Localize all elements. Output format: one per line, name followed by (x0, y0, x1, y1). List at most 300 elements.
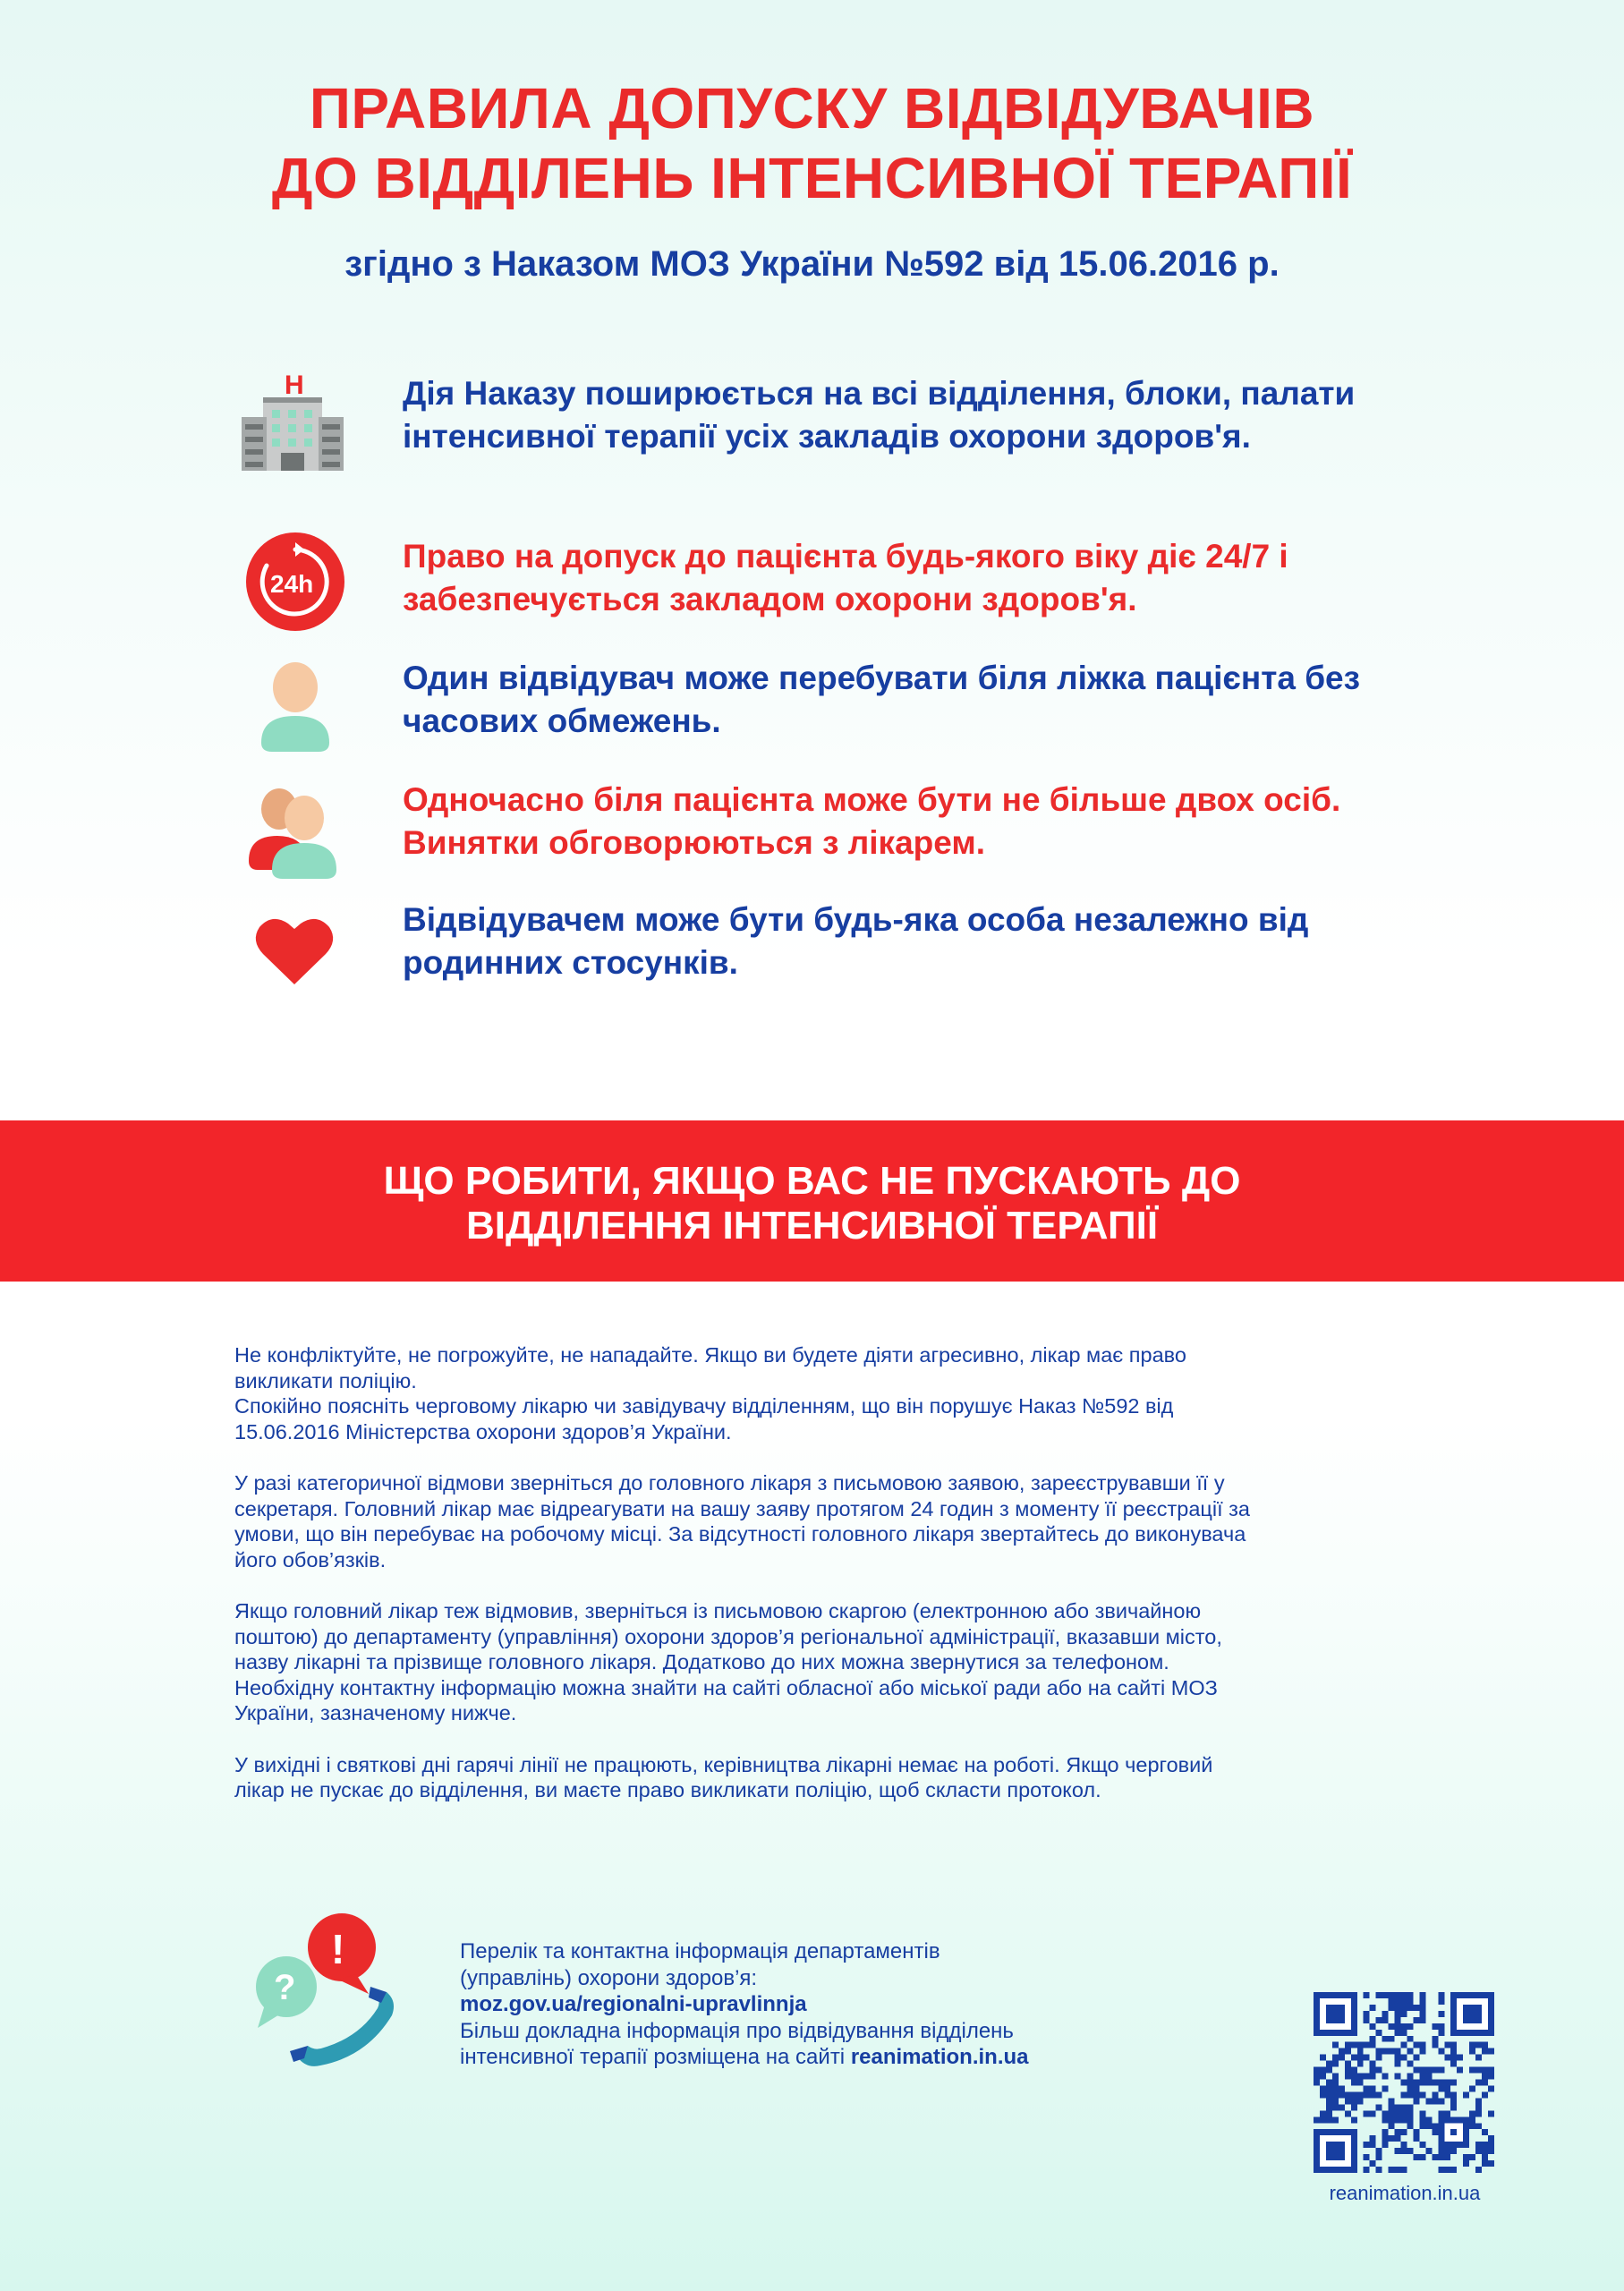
qr-module (1376, 2154, 1382, 2160)
rule-line: Один відвідувач може перебувати біля ліжка пацієнта без (403, 660, 1361, 696)
qr-module (1419, 2080, 1425, 2086)
qr-module (1382, 2017, 1389, 2023)
qr-module (1425, 2123, 1432, 2129)
qr-module (1419, 2091, 1425, 2098)
qr-module (1339, 2055, 1345, 2061)
qr-module (1332, 2085, 1339, 2091)
qr-module (1407, 2148, 1413, 2154)
paragraph-line: Спокійно поясніть черговому лікарю чи завідувачу відділенням, що він порушує Наказ №592 від (234, 1394, 1174, 1418)
qr-module (1482, 2142, 1488, 2148)
qr-module (1320, 2055, 1326, 2061)
qr-module (1395, 2135, 1401, 2142)
qr-module (1332, 2116, 1339, 2123)
rule-line: часових обмежень. (403, 703, 721, 739)
qr-module (1401, 2055, 1407, 2061)
qr-module (1339, 2104, 1345, 2110)
qr-module (1370, 2091, 1376, 2098)
rule-text-24-7 (403, 535, 1476, 621)
qr-module (1364, 2142, 1370, 2148)
qr-module (1444, 2148, 1450, 2154)
qr-module (1488, 2160, 1494, 2167)
qr-module (1482, 2154, 1488, 2160)
moz-link[interactable]: moz.gov.ua/regionalni-upravlinnja (460, 1992, 807, 2016)
qr-module (1389, 1992, 1395, 1998)
qr-module (1326, 2005, 1345, 2023)
qr-module (1326, 2098, 1332, 2104)
qr-module (1401, 2104, 1407, 2110)
qr-module (1395, 2055, 1401, 2061)
qr-module (1475, 2123, 1482, 2129)
qr-module (1482, 2091, 1488, 2098)
qr-module (1475, 2098, 1482, 2104)
qr-module (1413, 2080, 1419, 2086)
qr-module (1438, 2011, 1444, 2017)
qr-module (1413, 2017, 1419, 2023)
qr-module (1469, 2042, 1475, 2048)
paragraph-line: поштою) до департаменту (управління) охорони здоров’я регіональної адміністрації, вказавши місто, (234, 1624, 1222, 1648)
paragraph (234, 1752, 1469, 1803)
qr-module (1457, 2067, 1463, 2074)
qr-module (1488, 2067, 1494, 2074)
qr-module (1345, 2098, 1351, 2104)
contact-info (460, 1938, 1194, 2071)
qr-module (1351, 2091, 1357, 2098)
qr-module (1395, 2030, 1401, 2036)
qr-module (1382, 1992, 1389, 1998)
qr-module (1419, 2067, 1425, 2074)
qr-module (1326, 2116, 1332, 2123)
qr-module (1376, 2148, 1382, 2154)
qr-module (1326, 2080, 1332, 2086)
qr-module (1382, 2011, 1389, 2017)
qr-module (1370, 2160, 1376, 2167)
qr-module (1475, 2080, 1482, 2086)
qr-module (1450, 2048, 1457, 2055)
rule-line: Одночасно біля пацієнта може бути не більше двох осіб. (403, 781, 1341, 818)
qr-module (1382, 2110, 1389, 2116)
qr-module (1469, 2085, 1475, 2091)
qr-module (1395, 1998, 1401, 2005)
rule-item-any-person (0, 891, 1624, 999)
two-people-icon (236, 771, 353, 879)
paragraph-line: У разі категоричної відмови зверніться до головного лікаря з письмовою заявою, зареєструвавши її у (234, 1471, 1225, 1495)
qr-module (1395, 2011, 1401, 2017)
qr-module (1364, 2154, 1370, 2160)
qr-module (1370, 2142, 1376, 2148)
qr-module (1488, 2110, 1494, 2116)
qr-module (1320, 2074, 1326, 2080)
qr-module (1314, 2080, 1320, 2086)
qr-module (1395, 2023, 1401, 2030)
qr-module (1407, 2074, 1413, 2080)
qr-module (1438, 2110, 1444, 2116)
qr-module (1395, 2005, 1401, 2011)
qr-module (1401, 1998, 1407, 2005)
qr-module (1382, 2142, 1389, 2148)
qr-module (1376, 2017, 1382, 2023)
qr-module (1345, 2042, 1351, 2048)
paragraph (234, 1598, 1469, 1726)
qr-module (1357, 2098, 1364, 2104)
qr-module (1413, 2005, 1419, 2011)
rule-item-single-visitor (0, 650, 1624, 757)
qr-module (1376, 2030, 1382, 2036)
qr-module (1419, 2074, 1425, 2080)
qr-module (1357, 2080, 1364, 2086)
rule-item-scope (0, 365, 1624, 473)
qr-module (1450, 2055, 1457, 2061)
qr-module (1401, 2011, 1407, 2017)
qr-module (1407, 2116, 1413, 2123)
qr-module (1407, 2080, 1413, 2086)
qr-module (1413, 2055, 1419, 2061)
qr-module (1438, 2030, 1444, 2036)
paragraph-line: його обов’язків. (234, 1547, 387, 1571)
clock-label: 24h (270, 570, 314, 598)
qr-module (1395, 1992, 1401, 1998)
qr-module (1413, 2085, 1419, 2091)
paragraph-line: умови, що він перебуває на робочому місці. За відсутності головного лікаря звертайтесь до виконувача (234, 1522, 1246, 1546)
qr-module (1364, 2167, 1370, 2173)
qr-module (1370, 2005, 1376, 2011)
qr-module (1413, 2129, 1419, 2135)
qr-module (1438, 2154, 1444, 2160)
rule-item-two-visitors (0, 771, 1624, 879)
qr-module (1382, 2129, 1389, 2135)
paragraph-line: лікар не пускає до відділення, ви маєте право викликати поліцію, щоб скласти протокол. (234, 1778, 1101, 1801)
contact-line-with-link (460, 2044, 1194, 2071)
qr-module (1425, 2080, 1432, 2086)
qr-module (1488, 2085, 1494, 2091)
qr-module (1438, 2048, 1444, 2055)
qr-module (1370, 2042, 1376, 2048)
qr-module (1351, 2067, 1357, 2074)
qr-module (1407, 2061, 1413, 2067)
paragraph-line: назву лікарні та прізвище головного лікаря. Додатково до них можна звернутися за телефоном. (234, 1650, 1169, 1674)
qr-module (1364, 2011, 1370, 2017)
qr-module (1339, 2091, 1345, 2098)
qr-module (1469, 2048, 1475, 2055)
qr-module (1469, 2067, 1475, 2074)
qr-module (1376, 2048, 1382, 2055)
qr-module (1345, 2061, 1351, 2067)
qr-module (1419, 2011, 1425, 2017)
qr-module (1357, 2061, 1364, 2067)
qr-module (1345, 2110, 1351, 2116)
rule-line: родинних стосунків. (403, 944, 738, 981)
qr-module (1438, 1992, 1444, 1998)
qr-module (1357, 2042, 1364, 2048)
qr-module (1450, 2061, 1457, 2067)
qr-module (1382, 2036, 1389, 2042)
qr-module (1444, 2110, 1450, 2116)
action-banner (0, 1120, 1624, 1282)
qr-module (1401, 1992, 1407, 1998)
paragraph-line: України, зазначеному нижче. (234, 1701, 517, 1725)
qr-module (1389, 1998, 1395, 2005)
qr-module (1326, 2142, 1345, 2160)
24h-clock-icon (236, 528, 353, 635)
qr-module (1401, 2129, 1407, 2135)
qr-module (1395, 2148, 1401, 2154)
qr-module (1395, 2104, 1401, 2110)
qr-module (1482, 2042, 1488, 2048)
qr-module (1320, 2110, 1326, 2116)
qr-module (1425, 2067, 1432, 2074)
banner-line-1: ЩО РОБИТИ, ЯКЩО ВАС НЕ ПУСКАЮТЬ ДО (383, 1159, 1241, 1203)
qr-module (1463, 2160, 1469, 2167)
qr-module (1389, 2098, 1395, 2104)
qr-module (1395, 2074, 1401, 2080)
qr-module (1326, 2061, 1332, 2067)
qr-module (1475, 2148, 1482, 2154)
qr-module (1395, 2129, 1401, 2135)
qr-module (1432, 2023, 1438, 2030)
contact-line: Перелік та контактна інформація департаментів (460, 1939, 940, 1963)
qr-module (1444, 2091, 1450, 2098)
qr-module (1389, 2005, 1395, 2011)
qr-module (1407, 2085, 1413, 2091)
rule-line: Винятки обговорюються з лікарем. (403, 824, 985, 861)
paragraph-line: Якщо головний лікар теж відмовив, зверніться із письмовою скаргою (електронною або звичайною (234, 1599, 1202, 1622)
qr-module (1419, 2042, 1425, 2048)
paragraph (234, 1470, 1469, 1572)
qr-module (1370, 2067, 1376, 2074)
banner-line-2: ВІДДІЛЕННЯ ІНТЕНСИВНОЇ ТЕРАПІЇ (466, 1204, 1158, 1248)
qr-module (1320, 2091, 1326, 2098)
qr-module (1382, 2074, 1389, 2080)
qr-module (1389, 2023, 1395, 2030)
qr-module (1432, 2067, 1438, 2074)
qr-module (1488, 2048, 1494, 2055)
qr-module (1450, 2104, 1457, 2110)
qr-module (1407, 2104, 1413, 2110)
qr-module (1419, 1998, 1425, 2005)
qr-module (1395, 2017, 1401, 2023)
qr-module (1339, 2085, 1345, 2091)
qr-module (1389, 2116, 1395, 2123)
qr-module (1475, 2142, 1482, 2148)
qr-module (1438, 2080, 1444, 2086)
rule-line: забезпечується закладом охорони здоров'я. (403, 581, 1137, 617)
qr-module (1345, 2074, 1351, 2080)
paragraph (234, 1342, 1469, 1444)
qr-module (1419, 2116, 1425, 2123)
qr-module (1438, 2148, 1444, 2154)
rule-line: Відвідувачем може бути будь-яка особа незалежно від (403, 901, 1309, 938)
qr-module (1438, 2023, 1444, 2030)
qr-module (1351, 2104, 1357, 2110)
qr-module (1389, 2123, 1395, 2129)
qr-module (1332, 2055, 1339, 2061)
qr-module (1320, 2116, 1326, 2123)
qr-module (1419, 2123, 1425, 2129)
qr-module (1450, 2080, 1457, 2086)
hospital-building-icon (236, 365, 353, 473)
rule-text-two-visitors (403, 779, 1476, 864)
qr-module (1413, 2091, 1419, 2098)
qr-module (1332, 2074, 1339, 2080)
paragraph-line: викликати поліцію. (234, 1368, 417, 1392)
qr-module (1364, 2085, 1370, 2091)
qr-module (1314, 2074, 1320, 2080)
qr-module (1332, 2080, 1339, 2086)
qr-module (1389, 2048, 1395, 2055)
paragraph-line: У вихідні і святкові дні гарячі лінії не працюють, керівництва лікарні немає на роботі. Якщо черговий (234, 1752, 1213, 1776)
qr-module (1432, 2129, 1438, 2135)
qr-module (1419, 2017, 1425, 2023)
paragraph-line: Необхідну контактну інформацію можна знайти на сайті обласної або міської ради або на сайті МОЗ (234, 1675, 1218, 1699)
qr-module (1482, 2080, 1488, 2086)
qr-module (1407, 1992, 1413, 1998)
qr-module (1389, 2167, 1395, 2173)
qr-module (1326, 2110, 1332, 2116)
qr-module (1364, 2074, 1370, 2080)
qr-module (1419, 2110, 1425, 2116)
qr-module (1488, 2074, 1494, 2080)
qr-module (1370, 2023, 1376, 2030)
qr-module (1345, 2091, 1351, 2098)
qr-module (1401, 2030, 1407, 2036)
qr-module (1432, 2042, 1438, 2048)
qr-module (1364, 2042, 1370, 2048)
qr-module (1332, 2104, 1339, 2110)
qr-module (1425, 2148, 1432, 2154)
qr-module (1401, 2080, 1407, 2086)
qr-module (1438, 2067, 1444, 2074)
qr-module (1425, 2074, 1432, 2080)
qr-module (1357, 2055, 1364, 2061)
qr-module (1444, 2042, 1450, 2048)
qr-module (1382, 2048, 1389, 2055)
qr-module (1457, 2055, 1463, 2061)
qr-module (1407, 2005, 1413, 2011)
qr-module (1357, 2091, 1364, 2098)
qr-module (1413, 2098, 1419, 2104)
qr-module (1432, 2123, 1438, 2129)
qr-module (1357, 2048, 1364, 2055)
qr-module (1345, 2067, 1351, 2074)
qr-module (1376, 2104, 1382, 2110)
rule-line: інтенсивної терапії усіх закладів охорони здоров'я. (403, 418, 1251, 455)
qr-module (1419, 2142, 1425, 2148)
reanimation-link[interactable]: reanimation.in.ua (850, 2045, 1029, 2069)
qr-module (1364, 2017, 1370, 2023)
qr-module (1419, 2005, 1425, 2011)
qr-module (1432, 2098, 1438, 2104)
qr-module (1419, 2048, 1425, 2055)
qr-module (1482, 2148, 1488, 2154)
qr-module (1376, 2055, 1382, 2061)
qr-module (1482, 2074, 1488, 2080)
qr-module (1401, 2042, 1407, 2048)
qr-url-caption: reanimation.in.ua (1329, 2182, 1481, 2204)
qr-module (1463, 2005, 1482, 2023)
qr-module (1463, 2091, 1469, 2098)
qr-module (1401, 2142, 1407, 2148)
qr-module (1382, 2116, 1389, 2123)
qr-module (1432, 2080, 1438, 2086)
qr-module (1326, 2091, 1332, 2098)
qr-module (1314, 2116, 1320, 2123)
qr-module (1482, 2048, 1488, 2055)
qr-module (1351, 2042, 1357, 2048)
qr-module (1482, 2067, 1488, 2074)
qr-module (1376, 1992, 1382, 1998)
qr-module (1413, 2042, 1419, 2048)
rule-text-any-person (403, 899, 1476, 984)
rule-text-single-visitor (403, 657, 1476, 743)
qr-module (1407, 2091, 1413, 2098)
qr-module (1475, 2167, 1482, 2173)
poster-title (0, 73, 1624, 213)
qr-module (1364, 2110, 1370, 2116)
qr-module (1351, 2116, 1357, 2123)
qr-module (1444, 2085, 1450, 2091)
qr-module (1364, 1992, 1370, 1998)
qr-module (1370, 2110, 1376, 2116)
qr-module (1475, 2055, 1482, 2061)
qr-module (1332, 2042, 1339, 2048)
qr-module (1407, 2036, 1413, 2042)
qr-module (1488, 2148, 1494, 2154)
contact-line: (управлінь) охорони здоров’я: (460, 1965, 758, 1990)
qr-module (1382, 2085, 1389, 2091)
qr-module (1450, 2167, 1457, 2173)
qr-module (1370, 2061, 1376, 2067)
hospital-h-sign: H (285, 370, 304, 400)
contact-line: Більш докладна інформація про відвідування відділень (460, 2018, 1014, 2043)
qr-code-icon[interactable] (1314, 1992, 1494, 2173)
qr-module (1389, 2036, 1395, 2042)
contact-line: інтенсивної терапії розміщена на сайті (460, 2045, 851, 2069)
qr-module (1469, 2154, 1475, 2160)
qr-module (1407, 1998, 1413, 2005)
qr-module (1469, 2123, 1475, 2129)
qr-module (1364, 2055, 1370, 2061)
qr-module (1395, 2048, 1401, 2055)
qr-module (1475, 2104, 1482, 2110)
single-person-icon (236, 650, 353, 757)
phone-question-alert-icon (234, 1904, 413, 2083)
qr-module (1395, 2167, 1401, 2173)
qr-module (1475, 2067, 1482, 2074)
title-line-2: ДО ВІДДІЛЕНЬ ІНТЕНСИВНОЇ ТЕРАПІЇ (271, 146, 1353, 210)
qr-module (1351, 2055, 1357, 2061)
qr-module (1345, 2048, 1351, 2055)
poster-subtitle: згідно з Наказом МОЗ України №592 від 15.06.2016 р. (344, 244, 1280, 284)
qr-module (1488, 2142, 1494, 2148)
qr-module (1401, 2005, 1407, 2011)
qr-module (1450, 2129, 1457, 2135)
qr-module (1438, 2085, 1444, 2091)
qr-module (1450, 2042, 1457, 2048)
qr-module (1332, 2061, 1339, 2067)
qr-module (1438, 2167, 1444, 2173)
qr-module (1339, 2048, 1345, 2055)
qr-module (1395, 2110, 1401, 2116)
qr-module (1407, 2123, 1413, 2129)
rule-item-24-7 (0, 528, 1624, 635)
paragraph-line: секретаря. Головний лікар має відреагувати на вашу заяву протягом 24 годин з моменту її реєстрації за (234, 1496, 1250, 1520)
qr-module (1401, 2110, 1407, 2116)
qr-module (1425, 2098, 1432, 2104)
qr-module (1351, 2080, 1357, 2086)
exclamation-mark: ! (331, 1926, 345, 1972)
qr-module (1444, 2154, 1450, 2160)
qr-module (1438, 1998, 1444, 2005)
qr-module (1482, 2129, 1488, 2135)
